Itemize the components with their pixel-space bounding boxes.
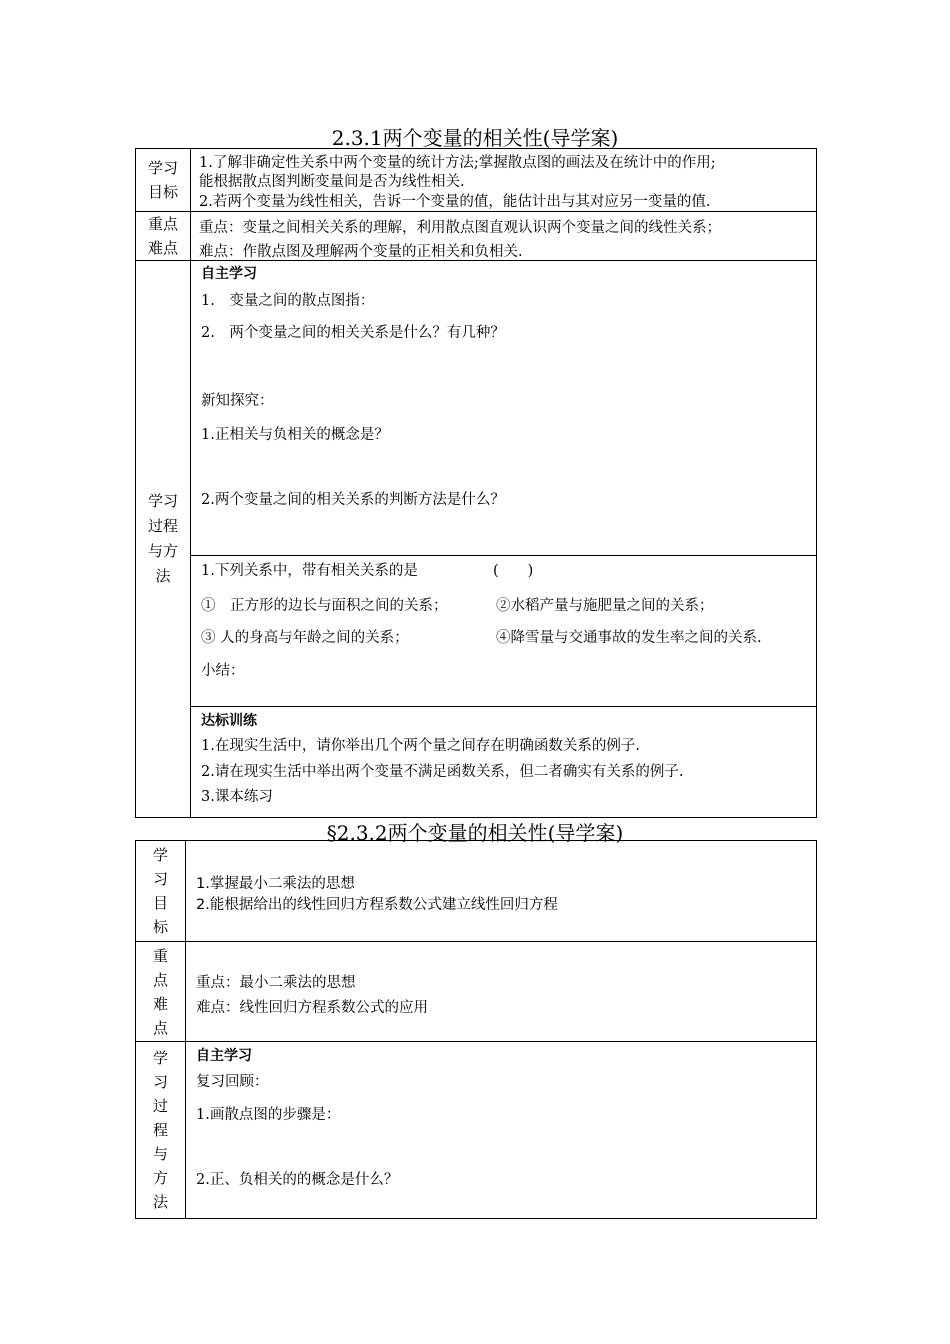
key-label: 重点难点	[136, 212, 191, 261]
new-question-2: 2.两个变量之间的相关关系的判断方法是什么？	[201, 492, 505, 508]
self-study-section-2	[186, 1042, 817, 1219]
training-item-1: 1.在现实生活中，请你举出几个两个量之间存在明确函数关系的例子.	[201, 738, 640, 754]
review-heading: 复习回顾：	[196, 1074, 269, 1090]
goal-line-3: 2.若两个变量为线性相关，告诉一个变量的值，能估计出与其对应另一变量的值.	[199, 194, 711, 210]
key-line-1: 重点：变量之间相关关系的理解，利用散点图直观认识两个变量之间的线性关系；	[199, 220, 721, 236]
new-question-1: 1.正相关与负相关的概念是？	[201, 427, 389, 443]
goal2-line-1: 1.掌握最小二乘法的思想	[196, 876, 355, 892]
goal-label: 学习目标	[136, 149, 191, 212]
answer-paren: ( )	[493, 563, 534, 579]
goal-label-2: 学习目标	[136, 841, 186, 942]
training-heading: 达标训练	[201, 713, 257, 729]
key-content	[191, 212, 817, 261]
self-study-section	[191, 261, 817, 556]
key2-line-2: 难点：线性回归方程系数公式的应用	[196, 1000, 428, 1016]
key-line-2: 难点：作散点图及理解两个变量的正相关和负相关.	[199, 244, 523, 260]
summary-label: 小结：	[201, 663, 245, 679]
review-question-1: 1.画散点图的步骤是：	[196, 1107, 341, 1123]
goal-content-2	[186, 841, 817, 942]
self-study-heading: 自主学习	[201, 266, 257, 282]
option-3: ③ 人的身高与年龄之间的关系；	[201, 630, 409, 646]
training-section	[191, 707, 817, 818]
table-part1	[135, 148, 817, 818]
page-title-part1: 2.3.1两个变量的相关性(导学案)	[331, 126, 619, 150]
key-label-2: 重点难点	[136, 942, 186, 1042]
goal2-line-2: 2.能根据给出的线性回归方程系数公式建立线性回归方程	[196, 897, 558, 913]
review-question-2: 2.正、负相关的的概念是什么？	[196, 1172, 399, 1188]
process-label-2: 学习过程与方法	[136, 1042, 186, 1219]
page-title-part2: §2.3.2两个变量的相关性(导学案)	[326, 821, 624, 845]
question-1: 1. 变量之间的散点图指：	[201, 293, 375, 309]
training-item-2: 2.请在现实生活中举出两个变量不满足函数关系，但二者确实有关系的例子.	[201, 764, 684, 780]
table-part2	[135, 840, 817, 1219]
new-knowledge-heading: 新知探究：	[201, 393, 274, 409]
goal-content	[191, 149, 817, 212]
exercise-section	[191, 556, 817, 707]
key2-line-1: 重点：最小二乘法的思想	[196, 975, 356, 991]
self-study-heading-2: 自主学习	[196, 1048, 252, 1064]
exercise-question: 1.下列关系中，带有相关关系的是	[201, 563, 418, 579]
option-1: ① 正方形的边长与面积之间的关系；	[201, 598, 448, 614]
key-content-2	[186, 942, 817, 1042]
option-4: ④降雪量与交通事故的发生率之间的关系.	[496, 630, 762, 646]
option-2: ②水稻产量与施肥量之间的关系；	[496, 598, 714, 614]
goal-line-1: 1.了解非确定性关系中两个变量的统计方法;掌握散点图的画法及在统计中的作用;	[199, 155, 716, 171]
question-2: 2. 两个变量之间的相关关系是什么？有几种？	[201, 325, 505, 341]
training-item-3: 3.课本练习	[201, 789, 273, 805]
goal-line-2: 能根据散点图判断变量间是否为线性相关.	[199, 174, 465, 190]
process-label: 学习过程与方法	[136, 261, 191, 818]
